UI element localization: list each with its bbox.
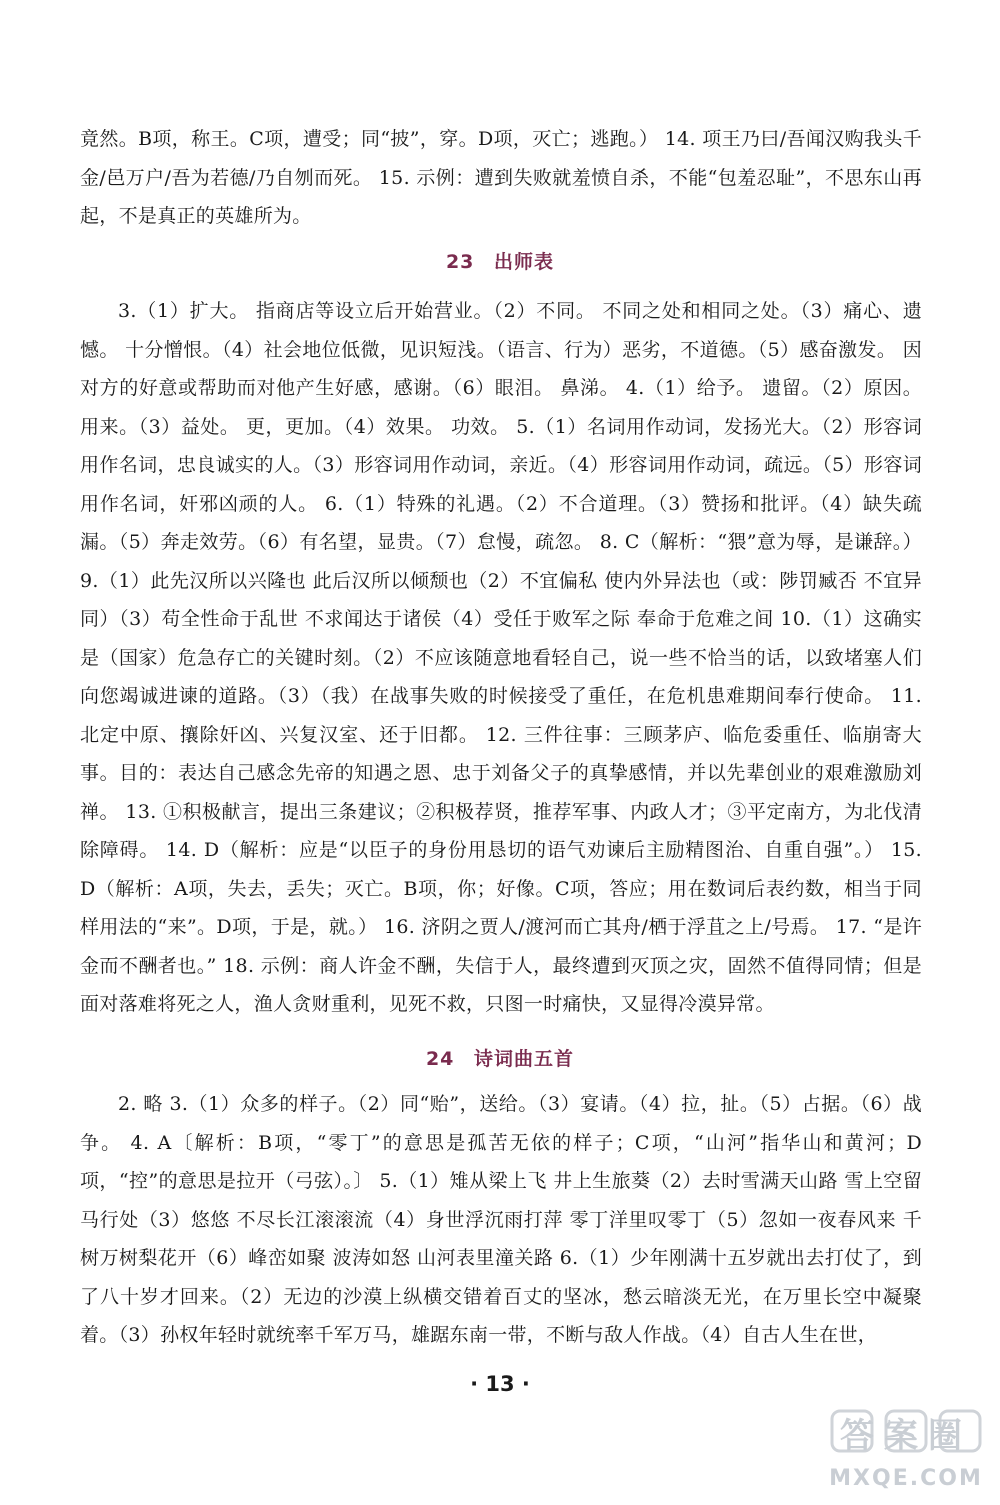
- svg-text:答案圈: 答案圈: [840, 1416, 972, 1456]
- section-title: 诗词曲五首: [474, 1048, 575, 1070]
- section-24-answers: 2. 略 3.（1）众多的样子。（2）同“贻”，送给。（3）宴请。（4）拉，扯。（5）占据。（6）战争。 4. A〔解析：B项，“零丁”的意思是孤苦无依的样子；C项，“山河”指华山和黄河；D项，“控”的意思是拉开（弓弦）。〕 5.（1）雉从梁上飞 井上生旅葵（2）去时雪满天山路 雪上空留马行处（3）悠悠 不尽长江滚滚流（4）身世浮沉雨打萍 零丁洋里叹零丁（5）忽如一夜春风来 千树万树梨花开（6）峰峦如聚 波涛如怒 山河表里潼关路 6.（1）少年刚满十五岁就出去打仗了，到了八十岁才回来。（2）无边的沙漠上纵横交错着百丈的坚冰，愁云暗淡无光，在万里长空中凝聚着。（3）孙权年轻时就统率千军万马，雄踞东南一带，不断与敌人作战。（4）自古人生在世，: [80, 1093, 922, 1346]
- section-23-answers: 3.（1）扩大。 指商店等设立后开始营业。（2）不同。 不同之处和相同之处。（3）痛心、遗憾。 十分憎恨。（4）社会地位低微，见识短浅。（语言、行为）恶劣，不道德。（5）感奋激发。 因对方的好意或帮助而对他产生好感，感谢。（6）眼泪。 鼻涕。 4.（1）给予。 遗留。（2）原因。 用来。（3）益处。 更，更加。（4）效果。 功效。 5.（1）名词用作动词，发扬光大。（2）形容词用作名词，忠良诚实的人。（3）形容词用作动词，亲近。（4）形容词用作动词，疏远。（5）形容词用作名词，奸邪凶顽的人。 6.（1）特殊的礼遇。（2）不合道理。（3）赞扬和批评。（4）缺失疏漏。（5）奔走效劳。（6）有名望，显贵。（7）怠慢，疏忽。 8. C（解析：“猥”意为辱，是谦辞。） 9.（1）此先汉所以兴隆也 此后汉所以倾颓也（2）不宜偏私 使内外异法也（或：陟罚臧否 不宜异同）（3）苟全性命于乱世 不求闻达于诸侯（4）受任于败军之际 奉命于危难之间 10.（1）这确实是（国家）危急存亡的关键时刻。（2）不应该随意地看轻自己，说一些不恰当的话，以致堵塞人们向您竭诚进谏的道路。（3）（我）在战事失败的时候接受了重任，在危机患难期间奉行使命。 11. 北定中原、攘除奸凶、兴复汉室、还于旧都。 12. 三件往事：三顾茅庐、临危委重任、临崩寄大事。目的：表达自己感念先帝的知遇之恩、忠于刘备父子的真挚感情，并以先辈创业的艰难激励刘禅。 13. ①积极献言，提出三条建议；②积极荐贤，推荐军事、内政人才；③平定南方，为北伐清除障碍。 14. D（解析：应是“以臣子的身份用恳切的语气劝谏后主励精图治、自重自强”。） 15. D（解析：A项，失去，丢失；灭亡。B项，你；好像。C项，答应；用在数词后表约数，相当于同样用法的“来”。D项，于是，就。） 16. 济阴之贾人/渡河而亡其舟/栖于浮苴之上/号焉。 17. “是许金而不酬者也。” 18. 示例：商人许金不酬，失信于人，最终遭到灭顶之灾，固然不值得同情；但是面对落难将死之人，渔人贪财重利，见死不救，只图一时痛快，又显得冷漠异常。: [80, 300, 922, 1015]
- section-heading-24: [0, 1044, 1000, 1071]
- section-title: 出师表: [494, 251, 555, 273]
- page-number: · 13 ·: [470, 1372, 530, 1396]
- continued-answer-block: [80, 120, 922, 236]
- section-heading-23: [0, 247, 1000, 274]
- continued-answer-text: 竟然。B项，称王。C项，遭受；同“披”，穿。D项，灭亡；逃跑。） 14. 项王乃曰/吾闻汉购我头千金/邑万户/吾为若德/乃自刎而死。 15. 示例：遭到失败就羞愤自杀，不能“包羞忍耻”，不思东山再起，不是真正的英雄所为。: [80, 128, 922, 227]
- watermark-logo: [824, 1405, 994, 1497]
- section-number: 24: [425, 1048, 455, 1070]
- section-number: 23: [445, 251, 475, 273]
- section-24-body: [80, 1085, 922, 1355]
- section-23-body: [80, 292, 922, 1024]
- svg-text:MXQE.COM: MXQE.COM: [829, 1466, 983, 1491]
